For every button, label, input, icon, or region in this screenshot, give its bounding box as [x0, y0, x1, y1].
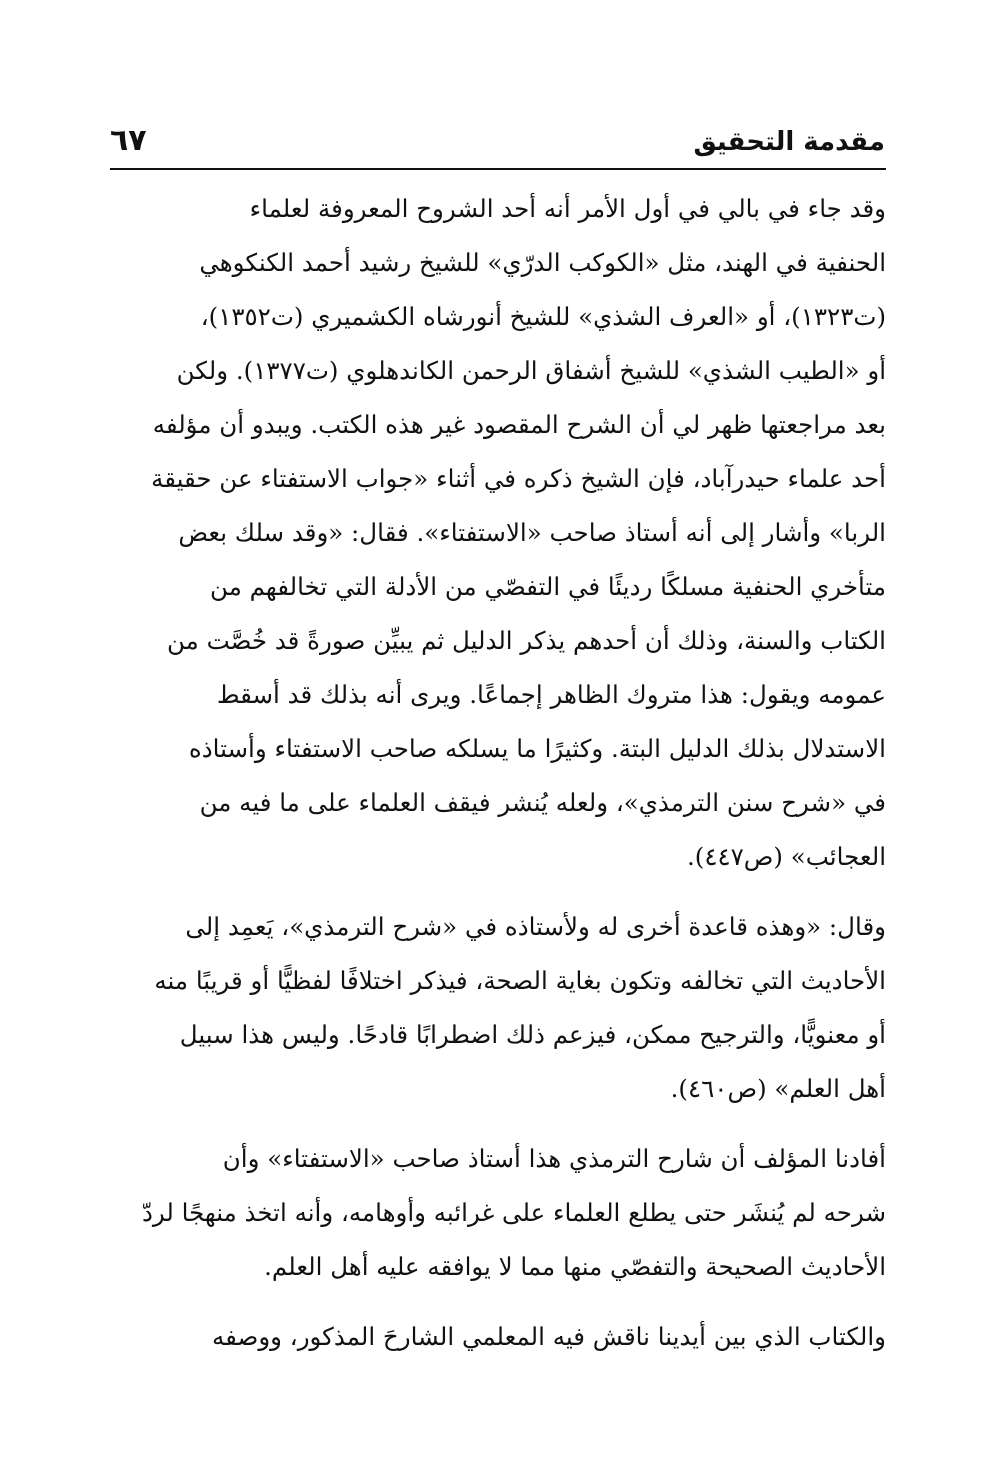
- text-line: الكتاب والسنة، وذلك أن أحدهم يذكر الدليل ثم يبيِّن صورةً قد خُصَّت من: [167, 626, 886, 655]
- paragraph-4: [112, 1310, 886, 1364]
- text-line: متأخري الحنفية مسلكًا رديئًا في التفصّي من الأدلة التي تخالفهم من: [210, 572, 886, 601]
- page-body: [112, 182, 886, 1364]
- text-line: والكتاب الذي بين أيدينا ناقش فيه المعلمي الشارحَ المذكور، ووصفه: [212, 1322, 886, 1351]
- running-header: [110, 120, 885, 164]
- text-line: في «شرح سنن الترمذي»، ولعله يُنشر فيقف العلماء على ما فيه من: [199, 788, 886, 817]
- header-rule: [110, 168, 886, 170]
- paragraph-2: [112, 900, 886, 1116]
- text-line: وقد جاء في بالي في أول الأمر أنه أحد الشروح المعروفة لعلماء: [249, 194, 886, 223]
- paragraph-gap: [112, 884, 886, 900]
- text-line: الربا» وأشار إلى أنه أستاذ صاحب «الاستفتاء». فقال: «وقد سلك بعض: [178, 518, 886, 547]
- text-line: (ت١٣٢٣)، أو «العرف الشذي» للشيخ أنورشاه الكشميري (ت١٣٥٢)،: [200, 302, 886, 331]
- text-line: عمومه ويقول: هذا متروك الظاهر إجماعًا. ويرى أنه بذلك قد أسقط: [216, 680, 886, 709]
- text-line: أو معنويًّا، والترجيح ممكن، فيزعم ذلك اضطرابًا قادحًا. وليس هذا سبيل: [179, 1020, 886, 1049]
- header-title: مقدمة التحقيق: [693, 127, 885, 157]
- text-line: أحد علماء حيدرآباد، فإن الشيخ ذكره في أثناء «جواب الاستفتاء عن حقيقة: [151, 464, 886, 493]
- text-line: شرحه لم يُنشَر حتى يطلع العلماء على غرائبه وأوهامه، وأنه اتخذ منهجًا لردّ: [141, 1198, 886, 1227]
- paragraph-gap: [112, 1116, 886, 1132]
- text-line: الاستدلال بذلك الدليل البتة. وكثيرًا ما يسلكه صاحب الاستفتاء وأستاذه: [188, 734, 886, 763]
- text-line: أو «الطيب الشذي» للشيخ أشفاق الرحمن الكاندهلوي (ت١٣٧٧). ولكن: [176, 356, 886, 385]
- paragraph-gap: [112, 1294, 886, 1310]
- text-line: وقال: «وهذه قاعدة أخرى له ولأستاذه في «شرح الترمذي»، يَعمِد إلى: [185, 912, 886, 941]
- text-line: الأحاديث التي تخالفه وتكون بغاية الصحة، فيذكر اختلافًا لفظيًّا أو قريبًا منه: [154, 966, 886, 995]
- page-number: ٦٧: [110, 123, 147, 158]
- text-line: أهل العلم» (ص٤٦٠).: [670, 1074, 886, 1103]
- paragraph-1: [112, 182, 886, 884]
- text-line: الحنفية في الهند، مثل «الكوكب الدرّي» للشيخ رشيد أحمد الكنكوهي: [199, 248, 886, 277]
- text-line: أفادنا المؤلف أن شارح الترمذي هذا أستاذ صاحب «الاستفتاء» وأن: [222, 1144, 886, 1173]
- text-line: الأحاديث الصحيحة والتفصّي منها مما لا يوافقه عليه أهل العلم.: [264, 1252, 886, 1281]
- paragraph-3: [112, 1132, 886, 1294]
- text-line: العجائب» (ص٤٤٧).: [686, 842, 886, 871]
- text-line: بعد مراجعتها ظهر لي أن الشرح المقصود غير هذه الكتب. ويبدو أن مؤلفه: [152, 410, 886, 439]
